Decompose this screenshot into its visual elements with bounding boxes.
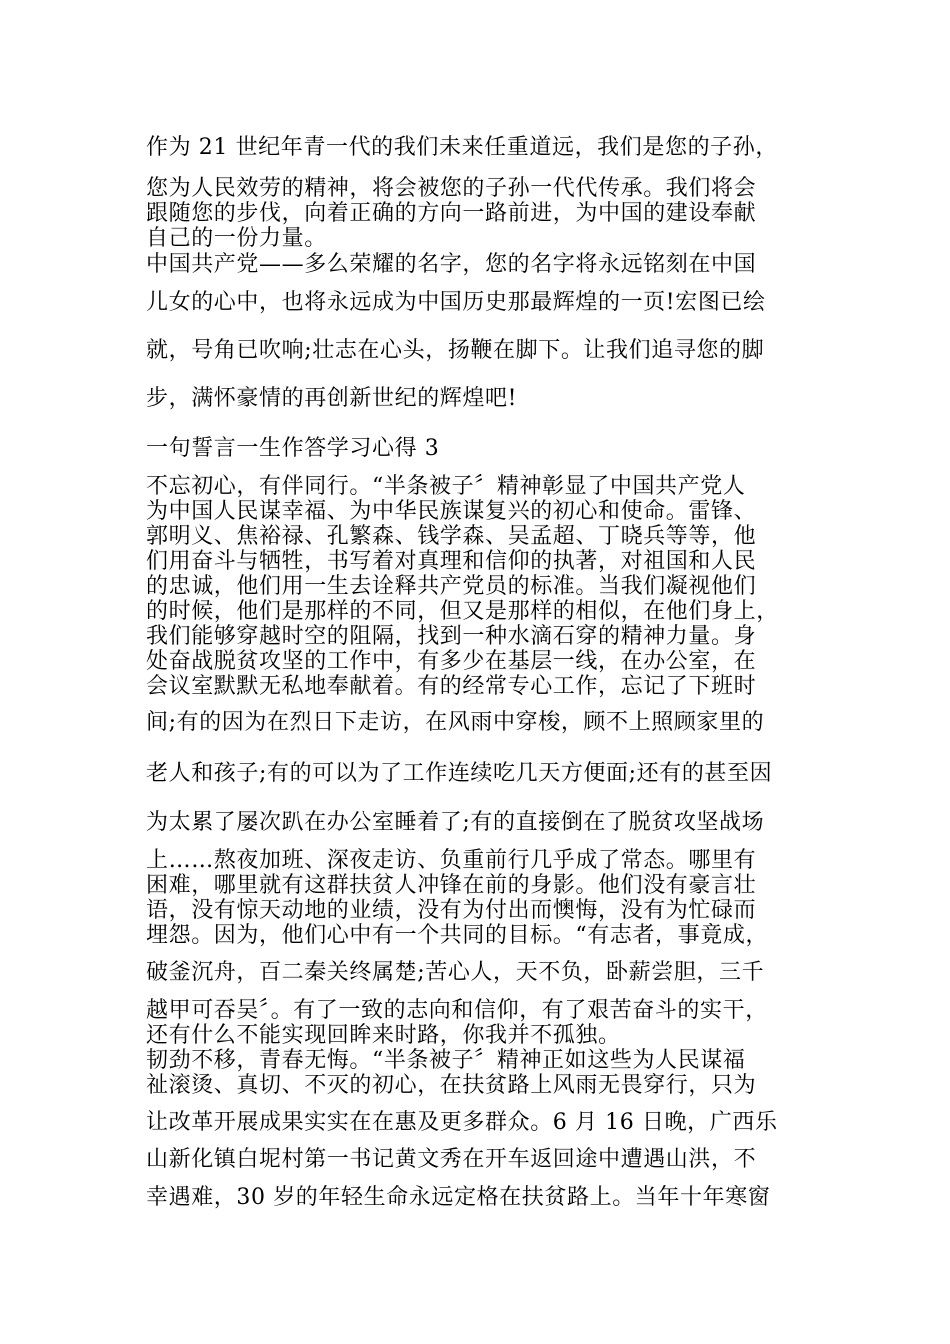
text-line: 作为 21 世纪年青一代的我们未来任重道远，我们是您的子孙， (146, 135, 778, 160)
text-line: 埋怨。因为，他们心中有一个共同的目标。“有志者，事竟成， (146, 923, 769, 948)
text-line: 自己的一份力量。 (146, 226, 327, 251)
text-line: 儿女的心中，也将永远成为中国历史那最辉煌的一页!宏图已绘 (146, 290, 766, 315)
text-line: 步，满怀豪情的再创新世纪的辉煌吧! (146, 386, 518, 411)
text-line: 祉滚烫、真切、不灭的初心，在扶贫路上风雨无畏穿行，只为 (146, 1073, 757, 1098)
text-line: 不忘初心，有伴同行。“半条被子〞精神彰显了中国共产党人 (146, 474, 746, 499)
text-line: 幸遇难，30 岁的年轻生命永远定格在扶贫路上。当年十年寒窗 (146, 1185, 771, 1210)
text-line: 们用奋斗与牺牲，书写着对真理和信仰的执著，对祖国和人民 (146, 549, 757, 574)
text-line: 我们能够穿越时空的阻隔，找到一种水滴石穿的精神力量。身 (146, 624, 757, 649)
text-line: 处奋战脱贫攻坚的工作中，有多少在基层一线，在办公室，在 (146, 649, 757, 674)
text-line: 困难，哪里就有这群扶贫人冲锋在前的身影。他们没有豪言壮 (146, 873, 757, 898)
text-line: 中国共产党——多么荣耀的名字，您的名字将永远铭刻在中国 (146, 252, 757, 277)
text-line: 的时候，他们是那样的不同，但又是那样的相似，在他们身上， (146, 599, 779, 624)
text-line: 让改革开展成果实实在在惠及更多群众。6 月 16 日晚，广西乐 (146, 1110, 778, 1135)
text-line: 山新化镇白坭村第一书记黄文秀在开车返回途中遭遇山洪，不 (146, 1147, 757, 1172)
text-line: 跟随您的步伐，向着正确的方向一路前进，为中国的建设奉献 (146, 201, 757, 226)
text-line: 上……熬夜加班、深夜走访、负重前行几乎成了常态。哪里有 (146, 848, 757, 873)
text-line: 为太累了屡次趴在办公室睡着了;有的直接倒在了脱贫攻坚战场 (146, 810, 765, 835)
text-line: 间;有的因为在烈日下走访，在风雨中穿梭，顾不上照顾家里的 (146, 710, 765, 735)
text-line: 破釜沉舟，百二秦关终属楚;苦心人，天不负，卧薪尝胆，三千 (146, 960, 765, 985)
text-line: 韧劲不移，青春无悔。“半条被子〞精神正如这些为人民谋福 (146, 1048, 746, 1073)
text-line: 为中国人民谋幸福、为中华民族谋复兴的初心和使命。雷锋、 (146, 499, 757, 524)
text-line: 会议室默默无私地奉献着。有的经常专心工作，忘记了下班时 (146, 674, 757, 699)
section-heading: 一句誓言一生作答学习心得 3 (146, 436, 440, 461)
text-line: 越甲可吞吴〞。有了一致的志向和信仰，有了艰苦奋斗的实干， (146, 998, 768, 1023)
text-line: 老人和孩子;有的可以为了工作连续吃几天方便面;还有的甚至因 (146, 761, 773, 786)
text-line: 还有什么不能实现回眸来时路，你我并不孤独。 (146, 1023, 621, 1048)
text-line: 的忠诚，他们用一生去诠释共产党员的标准。当我们凝视他们 (146, 574, 757, 599)
text-line: 您为人民效劳的精神，将会被您的子孙一代代传承。我们将会 (146, 176, 757, 201)
text-line: 郭明义、焦裕禄、孔繁森、钱学森、吴孟超、丁晓兵等等，他 (146, 524, 757, 549)
text-line: 就，号角已吹响;壮志在心头，扬鞭在脚下。让我们追寻您的脚 (146, 338, 765, 363)
text-line: 语，没有惊天动地的业绩，没有为付出而懊悔，没有为忙碌而 (146, 898, 757, 923)
